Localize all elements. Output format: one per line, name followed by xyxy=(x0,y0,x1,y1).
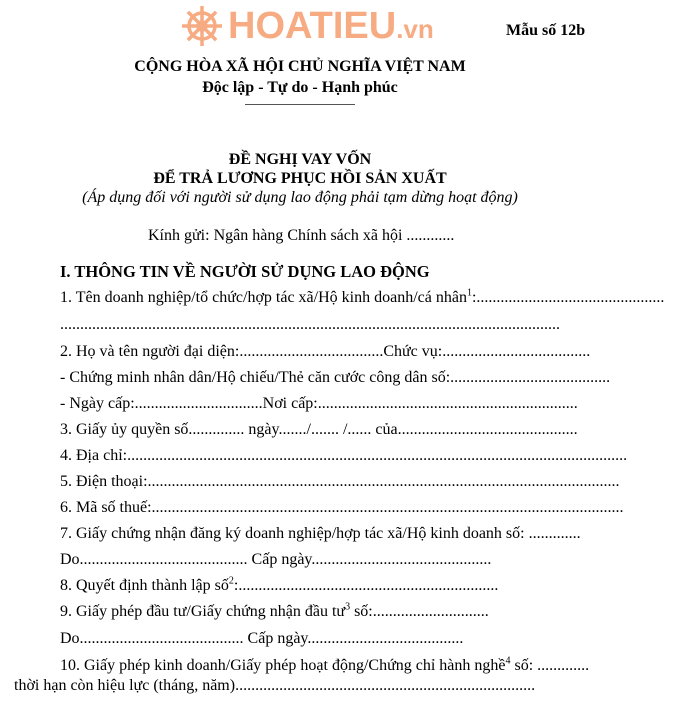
field-phone: 5. Điện thoại:...................................................................................................................... xyxy=(60,473,620,490)
recipient-line: Kính gửi: Ngân hàng Chính sách xã hội ............ xyxy=(148,227,455,244)
logo-text: HOATIEU.vn xyxy=(228,4,434,47)
field-issue-date: - Ngày cấp:................................Nơi cấp:................................................................. xyxy=(60,395,578,412)
section-heading: I. THÔNG TIN VỀ NGƯỜI SỬ DỤNG LAO ĐỘNG xyxy=(60,262,430,281)
field-id-number: - Chứng minh nhân dân/Hộ chiếu/Thẻ căn cước công dân số:........................................ xyxy=(60,369,611,386)
doc-title-line2: ĐỂ TRẢ LƯƠNG PHỤC HỒI SẢN XUẤT xyxy=(153,170,447,187)
field-registration-cert: 7. Giấy chứng nhận đăng ký doanh nghiệp/hợp tác xã/Hộ kinh doanh số: ............. xyxy=(60,525,581,542)
form-code: Mẫu số 12b xyxy=(506,22,586,39)
field-enterprise-name-cont: ............................................................................................................................. xyxy=(60,316,560,333)
ship-wheel-icon xyxy=(180,4,224,48)
field-establishment-decision: 8. Quyết định thành lập số$^2$:................................................................. xyxy=(60,575,499,594)
hoatieu-logo xyxy=(180,4,434,48)
field-investment-issued: Do......................................... Cấp ngày....................................... xyxy=(60,630,464,647)
field-registration-issued: Do.......................................... Cấp ngày............................................. xyxy=(60,551,492,568)
field-enterprise-name: 1. Tên doanh nghiệp/tổ chức/hợp tác xã/Hộ kinh doanh/cá nhân$^1$:............................................... xyxy=(60,287,665,306)
field-business-license: 10. Giấy phép kinh doanh/Giấy phép hoạt động/Chứng chỉ hành nghề$^4$ số: ............. xyxy=(60,655,590,674)
field-license-validity: thời hạn còn hiệu lực (tháng, năm)........................................................................... xyxy=(14,677,536,694)
field-representative: 2. Họ và tên người đại diện:....................................Chức vụ:..................................... xyxy=(60,343,591,360)
field-investment-cert: 9. Giấy phép đầu tư/Giấy chứng nhận đầu $tư^3$ số:............................. xyxy=(60,601,489,620)
field-address: 4. Địa chỉ:............................................................................................................................. xyxy=(60,447,628,464)
divider xyxy=(245,104,355,105)
nation-heading: CỘNG HÒA XÃ HỘI CHỦ NGHĨA VIỆT NAM xyxy=(134,58,466,75)
doc-subtitle: (Áp dụng đối với người sử dụng lao động phải tạm dừng hoạt động) xyxy=(82,189,518,206)
motto: Độc lập - Tự do - Hạnh phúc xyxy=(202,79,398,96)
field-tax-code: 6. Mã số thuế:...................................................................................................................... xyxy=(60,499,624,516)
doc-title-line1: ĐỀ NGHỊ VAY VỐN xyxy=(228,151,372,168)
field-authorization: 3. Giấy ủy quyền số.............. ngày......./....... /...... của............................................. xyxy=(60,421,578,438)
